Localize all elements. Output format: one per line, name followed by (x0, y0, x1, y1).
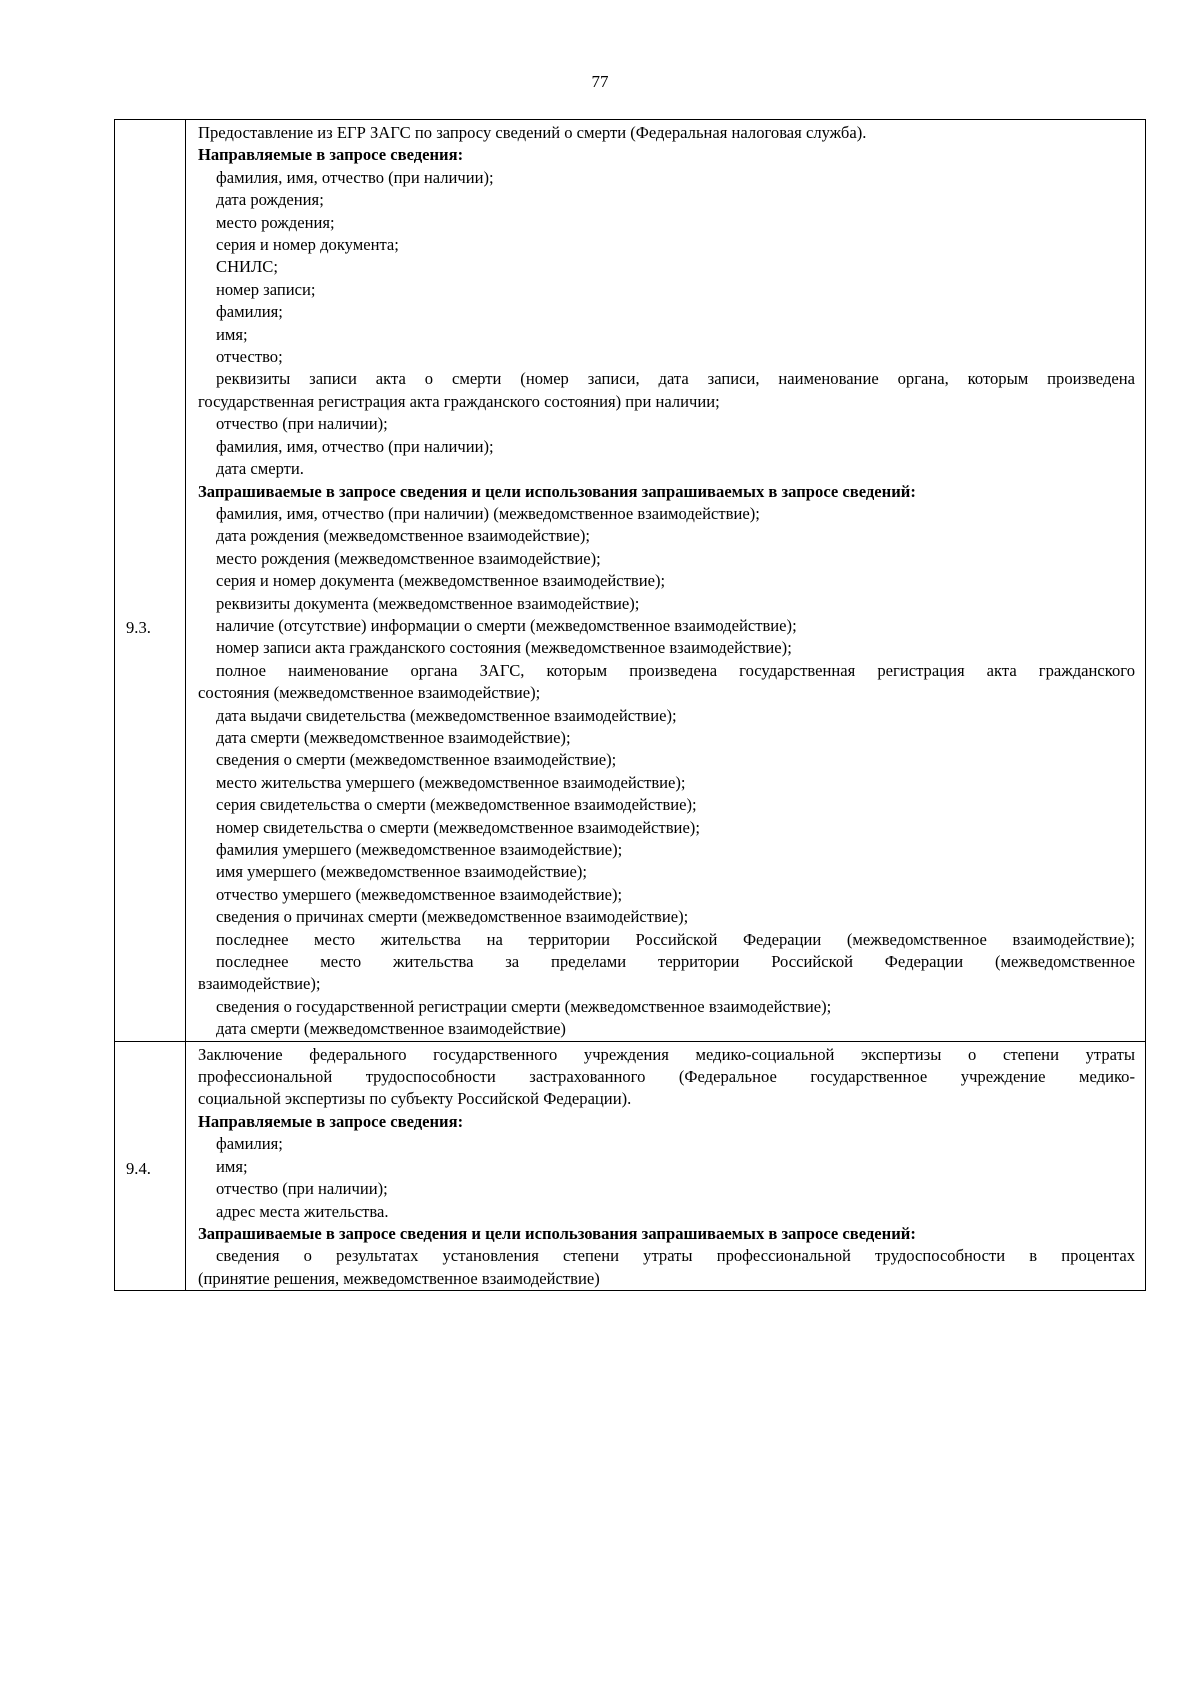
document-table (114, 119, 1146, 1291)
text-line: состояния (межведомственное взаимодействие); (198, 683, 541, 703)
page-number: 77 (591, 72, 609, 91)
text-line: последнее место жительства на территории Российской Федерации (межведомственное взаимодействие); (216, 929, 1135, 949)
section-heading: Запрашиваемые в запросе сведения и цели использования запрашиваемых в запросе сведений: (198, 1223, 916, 1243)
text-line: фамилия; (216, 302, 283, 322)
text-line: номер записи акта гражданского состояния (межведомственное взаимодействие); (216, 638, 792, 658)
text-line: номер записи; (216, 279, 316, 299)
text-line: место рождения; (216, 212, 335, 232)
row-number-cell (115, 1041, 186, 1290)
text-line: серия свидетельства о смерти (межведомственное взаимодействие); (216, 795, 697, 815)
text-line: фамилия умершего (межведомственное взаимодействие); (216, 840, 623, 859)
text-line: государственная регистрация акта гражданского состояния) при наличии; (198, 391, 720, 411)
section-heading: Направляемые в запросе сведения: (198, 145, 464, 165)
text-line: серия и номер документа (межведомственное взаимодействие); (216, 571, 666, 591)
text-line: имя; (216, 1156, 248, 1176)
table-row (115, 1041, 1146, 1290)
text-line: сведения о государственной регистрации смерти (межведомственное взаимодействие); (216, 996, 832, 1016)
text-line: СНИЛС; (216, 257, 278, 277)
text-line: (принятие решения, межведомственное взаимодействие) (198, 1268, 600, 1288)
text-line: сведения о смерти (межведомственное взаимодействие); (216, 750, 617, 770)
text-line: сведения о результатах установления степени утраты профессиональной трудоспособности в процентах (216, 1246, 1135, 1266)
text-line: реквизиты документа (межведомственное взаимодействие); (216, 593, 640, 613)
table-row (115, 120, 1146, 1042)
text-line: дата рождения; (216, 190, 324, 210)
row-number: 9.4. (126, 1158, 151, 1178)
text-line: отчество; (216, 347, 283, 367)
row-number-cell (115, 120, 186, 1042)
text-line: место рождения (межведомственное взаимодействие); (216, 548, 601, 568)
text-line: Заключение федерального государственного учреждения медико-социальной экспертизы о степени утраты (198, 1044, 1135, 1064)
section-heading: Запрашиваемые в запросе сведения и цели использования запрашиваемых в запросе сведений: (198, 481, 916, 501)
text-line: сведения о причинах смерти (межведомственное взаимодействие); (216, 907, 689, 927)
text-line: дата рождения (межведомственное взаимодействие); (216, 526, 590, 546)
row-number: 9.3. (126, 618, 151, 637)
text-line: реквизиты записи акта о смерти (номер записи, дата записи, наименование органа, которым произведена (216, 369, 1135, 389)
text-line: номер свидетельства о смерти (межведомственное взаимодействие); (216, 817, 700, 837)
text-line: фамилия, имя, отчество (при наличии) (межведомственное взаимодействие); (216, 503, 760, 523)
text-line: имя умершего (межведомственное взаимодействие); (216, 862, 588, 882)
row-text-cell (186, 120, 1146, 1042)
text-line: серия и номер документа; (216, 235, 399, 255)
text-line: взаимодействие); (198, 974, 321, 994)
text-line: отчество умершего (межведомственное взаимодействие); (216, 884, 623, 904)
text-line: профессиональной трудоспособности застрахованного (Федеральное государственное учреждение медико- (198, 1067, 1135, 1087)
text-line: последнее место жительства за пределами территории Российской Федерации (межведомственное (216, 952, 1135, 972)
text-line: Предоставление из ЕГР ЗАГС по запросу сведений о смерти (Федеральная налоговая служба). (198, 123, 867, 142)
text-line: дата выдачи свидетельства (межведомственное взаимодействие); (216, 705, 677, 725)
text-line: фамилия, имя, отчество (при наличии); (216, 167, 494, 187)
text-line: место жительства умершего (межведомственное взаимодействие); (216, 772, 686, 792)
text-line: фамилия; (216, 1134, 283, 1154)
text-line: отчество (при наличии); (216, 1179, 388, 1199)
text-line: дата смерти (межведомственное взаимодействие) (216, 1019, 566, 1039)
text-line: наличие (отсутствие) информации о смерти (межведомственное взаимодействие); (216, 615, 797, 635)
text-line: отчество (при наличии); (216, 414, 388, 434)
text-line: адрес места жительства. (216, 1201, 389, 1221)
section-heading: Направляемые в запросе сведения: (198, 1111, 464, 1131)
text-line: имя; (216, 324, 248, 344)
text-line: полное наименование органа ЗАГС, которым произведена государственная регистрация акта гражданского (216, 660, 1135, 680)
text-line: фамилия, имя, отчество (при наличии); (216, 436, 494, 456)
text-line: дата смерти. (216, 459, 304, 479)
text-line: социальной экспертизы по субъекту Российской Федерации). (198, 1089, 632, 1109)
row-text-cell (186, 1041, 1146, 1290)
text-line: дата смерти (межведомственное взаимодействие); (216, 727, 571, 747)
